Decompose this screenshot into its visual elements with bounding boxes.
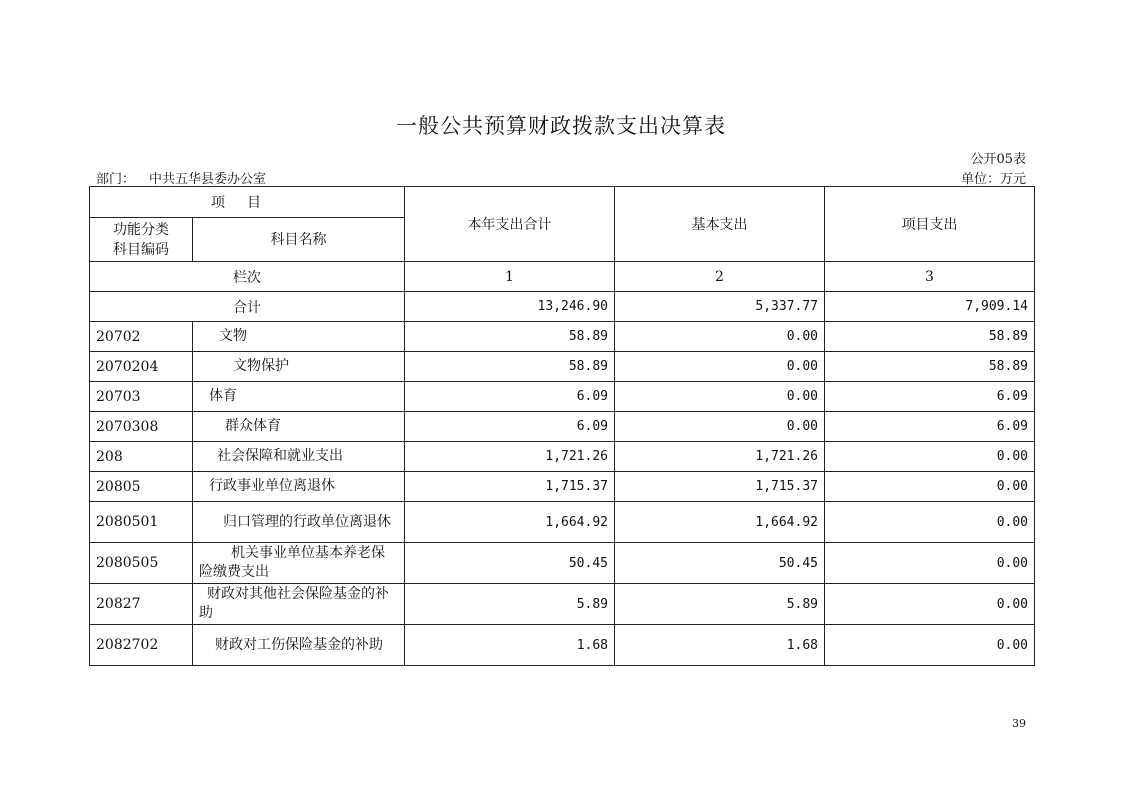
row-col3: 58.89 (825, 322, 1035, 352)
row-name: 财政对工伤保险基金的补助 (193, 625, 405, 666)
row-col2: 50.45 (615, 543, 825, 584)
row-code: 20703 (90, 382, 193, 412)
row-code: 20805 (90, 472, 193, 502)
table-row (90, 442, 1035, 472)
table-row (90, 625, 1035, 666)
row-col2: 5.89 (615, 584, 825, 625)
row-col2: 1.68 (615, 625, 825, 666)
row-col1: 5.89 (405, 584, 615, 625)
row-code: 2080501 (90, 502, 193, 543)
header-item: 项目 (90, 187, 405, 218)
row-col3: 0.00 (825, 502, 1035, 543)
column-index-label: 栏次 (90, 262, 405, 292)
column-index-3: 3 (825, 262, 1035, 292)
row-col3: 6.09 (825, 382, 1035, 412)
row-col1: 1,715.37 (405, 472, 615, 502)
total-col3: 7,909.14 (825, 292, 1035, 322)
row-col1: 1,721.26 (405, 442, 615, 472)
table-row (90, 472, 1035, 502)
row-code: 2070308 (90, 412, 193, 442)
table-row (90, 502, 1035, 543)
row-name: 体育 (193, 382, 405, 412)
row-col3: 0.00 (825, 442, 1035, 472)
row-code: 2080505 (90, 543, 193, 584)
header-subject-name: 科目名称 (193, 218, 405, 262)
header-func-code: 功能分类 科目编码 (90, 218, 193, 262)
row-name: 社会保障和就业支出 (193, 442, 405, 472)
table-row (90, 412, 1035, 442)
row-col1: 1.68 (405, 625, 615, 666)
total-col2: 5,337.77 (615, 292, 825, 322)
row-code: 20827 (90, 584, 193, 625)
row-name: 归口管理的行政单位离退休 (193, 502, 405, 543)
row-col3: 0.00 (825, 584, 1035, 625)
total-label: 合计 (90, 292, 405, 322)
row-col2: 1,721.26 (615, 442, 825, 472)
row-code: 2070204 (90, 352, 193, 382)
row-col3: 58.89 (825, 352, 1035, 382)
unit-label: 单位：万元 (960, 172, 1026, 187)
table-row (90, 352, 1035, 382)
department-label: 部门： (96, 172, 136, 187)
row-name: 文物保护 (193, 352, 405, 382)
row-col3: 0.00 (825, 472, 1035, 502)
header-basic-expenditure: 基本支出 (615, 187, 825, 262)
page-number: 39 (1012, 717, 1026, 730)
row-col1: 50.45 (405, 543, 615, 584)
page-title: 一般公共预算财政拨款支出决算表 (396, 114, 726, 138)
total-col1: 13,246.90 (405, 292, 615, 322)
table-row (90, 322, 1035, 352)
table-row (90, 584, 1035, 625)
department-line (96, 168, 266, 187)
form-number: 公开05表 (970, 152, 1026, 167)
row-col1: 6.09 (405, 382, 615, 412)
column-index-1: 1 (405, 262, 615, 292)
column-index-row (90, 262, 1035, 292)
row-name: 群众体育 (193, 412, 405, 442)
row-col1: 1,664.92 (405, 502, 615, 543)
row-col2: 0.00 (615, 322, 825, 352)
column-index-2: 2 (615, 262, 825, 292)
total-row (90, 292, 1035, 322)
row-code: 20702 (90, 322, 193, 352)
header-project-expenditure: 项目支出 (825, 187, 1035, 262)
header-total-expenditure: 本年支出合计 (405, 187, 615, 262)
department-name: 中共五华县委办公室 (149, 172, 267, 187)
row-col3: 0.00 (825, 625, 1035, 666)
row-col1: 6.09 (405, 412, 615, 442)
row-name: 文物 (193, 322, 405, 352)
expenditure-table (89, 186, 1035, 666)
row-col2: 0.00 (615, 382, 825, 412)
row-code: 208 (90, 442, 193, 472)
table-row (90, 382, 1035, 412)
row-col2: 0.00 (615, 412, 825, 442)
row-col1: 58.89 (405, 322, 615, 352)
row-name: 行政事业单位离退休 (193, 472, 405, 502)
row-name: 机关事业单位基本养老保险缴费支出 (193, 543, 405, 584)
table-row (90, 543, 1035, 584)
row-col3: 6.09 (825, 412, 1035, 442)
row-name: 财政对其他社会保险基金的补助 (193, 584, 405, 625)
row-col2: 1,664.92 (615, 502, 825, 543)
row-code: 2082702 (90, 625, 193, 666)
row-col3: 0.00 (825, 543, 1035, 584)
row-col2: 1,715.37 (615, 472, 825, 502)
row-col2: 0.00 (615, 352, 825, 382)
row-col1: 58.89 (405, 352, 615, 382)
